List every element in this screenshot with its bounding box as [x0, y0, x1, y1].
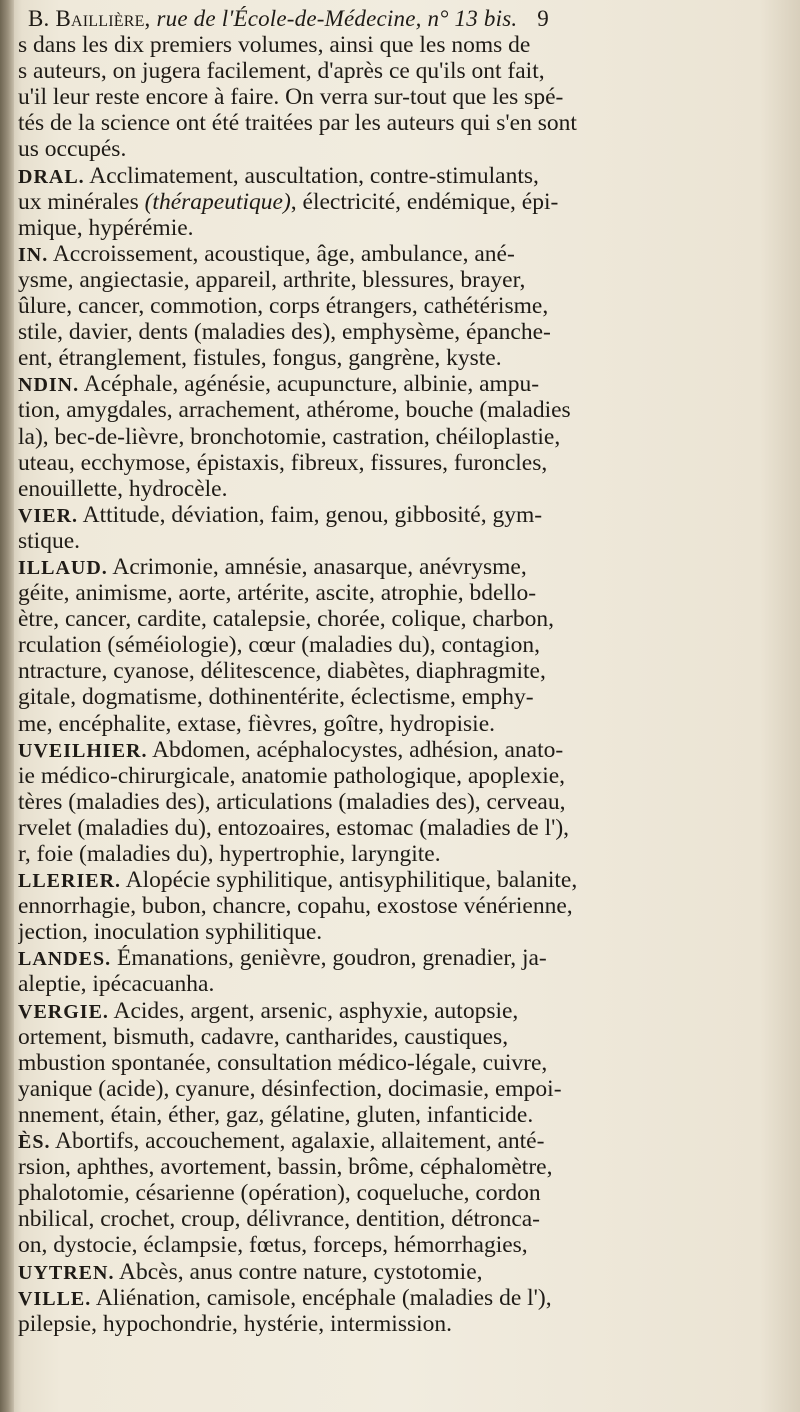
text-line [18, 841, 788, 867]
author-name: VERGIE. [18, 1000, 109, 1023]
author-name: NDIN. [18, 374, 80, 397]
line-text: Acrimonie, amnésie, anasarque, anévrysme, [107, 553, 527, 580]
line-text: Acides, argent, arsenic, asphyxie, autopsie, [108, 997, 519, 1024]
text-line [18, 554, 788, 580]
text-line [18, 136, 788, 162]
text-line [18, 789, 788, 815]
line-text: Émanations, genièvre, goudron, grenadier, ja- [111, 945, 547, 972]
text-line [18, 815, 788, 841]
line-text: Acclimatement, auscultation, contre-stimulants, [84, 162, 539, 189]
text-line [18, 1259, 788, 1285]
text-line [18, 476, 788, 502]
text-line [18, 658, 788, 684]
text-line [18, 1076, 788, 1102]
line-text: ie médico-chirurgicale, anatomie pathologique, apoplexie, [18, 762, 566, 789]
text-line [18, 397, 788, 423]
text-line [18, 945, 788, 971]
text-line [18, 1128, 788, 1154]
line-text: Abdomen, acéphalocystes, adhésion, anato- [147, 736, 564, 763]
line-text: tion, amygdales, arrachement, athérome, bouche (maladies [18, 397, 571, 424]
text-line [18, 737, 788, 763]
text-line [18, 1050, 788, 1076]
text-line [18, 345, 788, 371]
text-line [18, 267, 788, 293]
line-text: gitale, dogmatisme, dothinentérite, éclectisme, emphy- [18, 684, 534, 711]
text-line [18, 1206, 788, 1232]
text-line [18, 919, 788, 945]
line-text: ennorrhagie, bubon, chancre, copahu, exostose vénérienne, [18, 893, 573, 920]
page-binding-edge [0, 0, 14, 1412]
line-text: nbilical, crochet, croup, délivrance, dentition, détronca- [18, 1206, 541, 1233]
text-line [18, 163, 788, 189]
text-line [18, 711, 788, 737]
text-line [18, 1024, 788, 1050]
line-text: rculation (séméiologie), cœur (maladies du), contagion, [18, 632, 541, 659]
text-line [18, 450, 788, 476]
text-line [18, 971, 788, 997]
line-text: Accroissement, acoustique, âge, ambulance, ané- [48, 240, 515, 267]
line-text: Alopécie syphilitique, antisyphilitique, balanite, [121, 867, 578, 894]
line-text: us occupés. [18, 136, 127, 163]
publisher-name: B. Baillière, [28, 6, 151, 31]
text-line [18, 684, 788, 710]
author-name: VIER. [18, 504, 79, 527]
text-line [18, 189, 788, 215]
line-text: s dans les dix premiers volumes, ainsi que les noms de [18, 32, 531, 59]
line-text: Abcès, anus contre nature, cystotomie, [114, 1258, 483, 1285]
line-text: s auteurs, on jugera facilement, d'après ce qu'ils ont fait, [18, 58, 545, 85]
line-text: ètre, cancer, cardite, catalepsie, chorée, colique, charbon, [18, 606, 554, 633]
text-line [18, 241, 788, 267]
text-line [18, 84, 788, 110]
author-name: VILLE. [18, 1287, 92, 1310]
text-line [18, 1102, 788, 1128]
text-line [18, 1285, 788, 1311]
line-text: ent, étranglement, fistules, fongus, gangrène, kyste. [18, 345, 502, 372]
page-text [18, 6, 788, 1337]
line-text: la), bec-de-lièvre, bronchotomie, castration, chéiloplastie, [18, 423, 561, 450]
line-text: jection, inoculation syphilitique. [18, 919, 323, 946]
line-text: rvelet (maladies du), entozoaires, estomac (maladies de l'), [18, 814, 570, 841]
line-text: tés de la science ont été traitées par les auteurs qui s'en sont [18, 110, 577, 137]
line-text: tères (maladies des), articulations (maladies des), cerveau, [18, 788, 566, 815]
text-line [18, 1311, 788, 1337]
line-text: ûlure, cancer, commotion, corps étrangers, cathétérisme, [18, 293, 549, 320]
text-line [18, 215, 788, 241]
text-line [18, 998, 788, 1024]
line-text-rest: , électricité, endémique, épi- [290, 188, 559, 215]
line-text: phalotomie, césarienne (opération), coqueluche, cordon [18, 1180, 541, 1207]
text-line [18, 502, 788, 528]
line-text: aleptie, ipécacuanha. [18, 971, 215, 998]
author-name: UVEILHIER. [18, 739, 148, 762]
line-text: Abortifs, accouchement, agalaxie, allaitement, anté- [50, 1128, 545, 1155]
text-line [18, 763, 788, 789]
text-line [18, 580, 788, 606]
italic-text: (thérapeutique) [144, 188, 291, 215]
text-line [18, 371, 788, 397]
text-line [18, 606, 788, 632]
line-text: Attitude, déviation, faim, genou, gibbosité, gym- [78, 501, 543, 528]
line-text: nnement, étain, éther, gaz, gélatine, gluten, infanticide. [18, 1101, 534, 1128]
text-line [18, 867, 788, 893]
line-text: géite, animisme, aorte, artérite, ascite, atrophie, bdello- [18, 580, 537, 607]
line-text: on, dystocie, éclampsie, fœtus, forceps, hémorrhagies, [18, 1232, 528, 1259]
text-line [18, 110, 788, 136]
text-lines [18, 32, 788, 1337]
line-text: Acéphale, agénésie, acupuncture, albinie, ampu- [79, 371, 540, 398]
line-text: ntracture, cyanose, délitescence, diabètes, diaphragmite, [18, 658, 546, 685]
author-name: UYTREN. [18, 1261, 115, 1284]
publisher-address: rue de l'École-de-Médecine, n° 13 bis. [156, 6, 518, 31]
author-name: DRAL. [18, 165, 85, 188]
text-line [18, 424, 788, 450]
page-number: 9 [537, 6, 549, 31]
page-header [18, 6, 788, 32]
text-line [18, 1180, 788, 1206]
author-name: LLERIER. [18, 870, 122, 893]
author-name: ILLAUD. [18, 556, 108, 579]
line-text: yanique (acide), cyanure, désinfection, docimasie, empoi- [18, 1075, 562, 1102]
text-line [18, 893, 788, 919]
text-line [18, 528, 788, 554]
line-text: mique, hypérémie. [18, 214, 194, 241]
line-text: ux minérales [18, 188, 145, 215]
text-line [18, 1232, 788, 1258]
line-text: ortement, bismuth, cadavre, cantharides, caustiques, [18, 1023, 509, 1050]
line-text: me, encéphalite, extase, fièvres, goître, hydropisie. [18, 710, 495, 737]
line-text: mbustion spontanée, consultation médico-légale, cuivre, [18, 1049, 548, 1076]
line-text: u'il leur reste encore à faire. On verra sur-tout que les spé- [18, 84, 564, 111]
author-name: ÈS. [18, 1131, 51, 1154]
line-text: ysme, angiectasie, appareil, arthrite, blessures, brayer, [18, 266, 526, 293]
author-name: IN. [18, 243, 49, 266]
line-text: rsion, aphthes, avortement, bassin, brôme, céphalomètre, [18, 1154, 553, 1181]
text-line [18, 632, 788, 658]
text-line [18, 293, 788, 319]
line-text: uteau, ecchymose, épistaxis, fibreux, fissures, furoncles, [18, 449, 548, 476]
line-text: stile, davier, dents (maladies des), emphysème, épanche- [18, 319, 551, 346]
line-text: enouillette, hydrocèle. [18, 475, 228, 502]
line-text: r, foie (maladies du), hypertrophie, laryngite. [18, 841, 441, 867]
line-text: stique. [18, 527, 81, 554]
line-text: Aliénation, camisole, encéphale (maladies de l'), [91, 1284, 552, 1311]
text-line [18, 319, 788, 345]
text-line [18, 58, 788, 84]
author-name: LANDES. [18, 948, 112, 971]
line-text: pilepsie, hypochondrie, hystérie, intermission. [18, 1310, 453, 1337]
text-line [18, 32, 788, 58]
text-line [18, 1154, 788, 1180]
